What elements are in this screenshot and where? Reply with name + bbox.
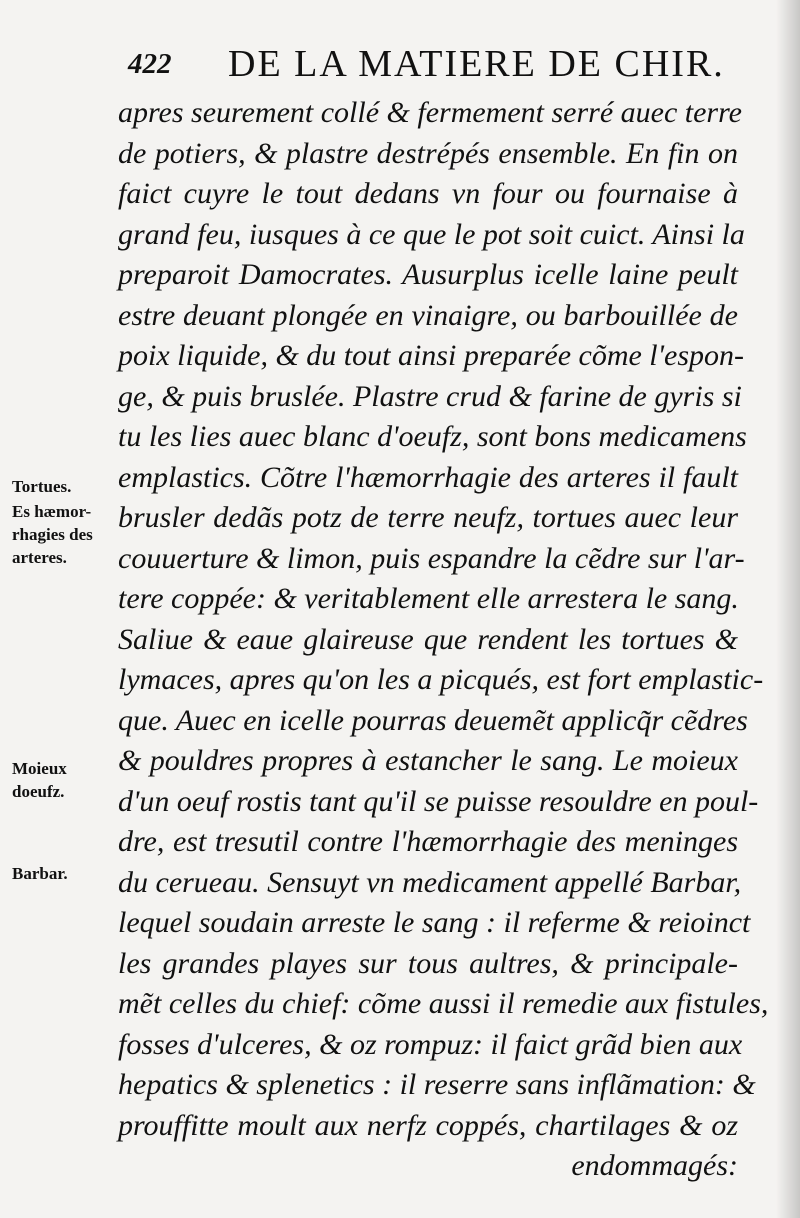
marginal-note-line: Es hæmor-: [12, 502, 92, 521]
marginal-note-line: rhagies des: [12, 525, 93, 544]
text-line: prouffitte moult aux nerfz coppés, chartilages & oz: [118, 1108, 738, 1142]
text-line: les grandes playes sur tous aultres, & principale-: [118, 946, 738, 980]
text-line: grand feu, iusques à ce que le pot soit cuict. Ainsi la: [118, 217, 745, 251]
marginal-note-line: arteres.: [12, 548, 67, 567]
text-line: Saliue & eaue glaireuse que rendent les tortues &: [118, 622, 738, 656]
text-line: hepatics & splenetics : il reserre sans inflãmation: &: [118, 1068, 756, 1101]
text-line: lequel soudain arreste le sang : il referme & reioinct: [118, 906, 751, 939]
body-text: [118, 93, 769, 1187]
page-header: [128, 42, 728, 90]
running-head: DE LA MATIERE DE CHIR.: [228, 43, 725, 85]
text-line: apres seurement collé & fermement serré auec terre: [118, 96, 742, 129]
text-line: d'un oeuf rostis tant qu'il se puisse resouldre en poul-: [118, 784, 759, 818]
text-line: couuerture & limon, puis espandre la cẽdre sur l'ar-: [118, 541, 745, 575]
page-number: 422: [128, 48, 172, 80]
marginal-note-line: Tortues.: [12, 477, 72, 496]
text-line: mẽt celles du chief: cõme aussi il remedie aux fistules,: [118, 987, 769, 1020]
marginal-note-tortues: [12, 475, 120, 498]
text-line: tere coppée: & veritablement elle arrestera le sang.: [118, 582, 739, 615]
marginal-note-line: doeufz.: [12, 782, 65, 801]
text-line: fosses d'ulceres, & oz rompuz: il faict grãd bien aux: [118, 1027, 743, 1061]
text-line: & pouldres propres à estancher le sang. Le moieux: [118, 744, 738, 777]
text-line: faict cuyre le tout dedans vn four ou fournaise à: [118, 177, 738, 210]
text-line: tu les lies auec blanc d'oeufz, sont bons medicamens: [118, 420, 747, 453]
text-line: estre deuant plongée en vinaigre, ou barbouillée de: [118, 298, 738, 332]
marginal-note-haemorrhagies: [12, 500, 120, 569]
text-line: lymaces, apres qu'on les a picqués, est fort emplastic-: [118, 663, 764, 696]
text-line: emplastics. Cõtre l'hæmorrhagie des arteres il fault: [118, 460, 738, 494]
text-line: preparoit Damocrates. Ausurplus icelle laine peult: [118, 258, 738, 291]
text-line: du cerueau. Sensuyt vn medicament appellé Barbar,: [118, 865, 742, 899]
text-line: dre, est tresutil contre l'hæmorrhagie des meninges: [118, 825, 738, 858]
text-line: de potiers, & plastre destrépés ensemble. En fin on: [118, 136, 738, 170]
text-line: brusler dedãs potz de terre neufz, tortues auec leur: [118, 501, 738, 534]
marginal-note-line: Moieux: [12, 759, 67, 778]
text-line: que. Auec en icelle pourras deuemẽt applicq̃r cẽdres: [118, 703, 748, 737]
marginal-note-line: Barbar.: [12, 864, 68, 883]
text-line: ge, & puis bruslée. Plastre crud & farine de gyris si: [118, 379, 742, 413]
text-line: poix liquide, & du tout ainsi preparée cõme l'espon-: [118, 339, 745, 372]
marginal-note-moieux: [12, 757, 120, 803]
text-line-catchword: endommagés:: [571, 1149, 738, 1182]
marginal-note-barbar: [12, 862, 120, 885]
